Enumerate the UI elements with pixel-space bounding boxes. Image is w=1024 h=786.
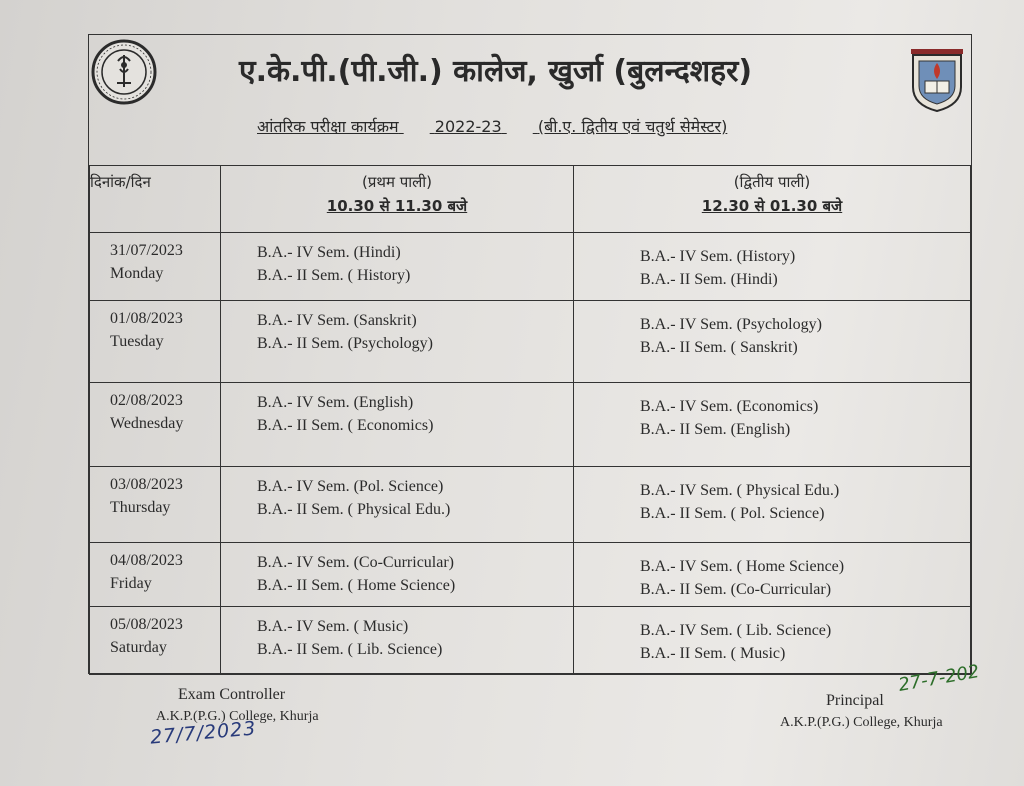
exam-controller-org: A.K.P.(P.G.) College, Khurja <box>156 709 319 724</box>
exam-session: 2022-23 <box>434 117 502 136</box>
subject-entry: B.A.- II Sem. ( Lib. Science) <box>257 641 443 658</box>
subject-entry: B.A.- II Sem. (Hindi) <box>640 271 778 288</box>
shift1-cell <box>221 233 574 301</box>
subject-entry: B.A.- IV Sem. (Pol. Science) <box>257 478 444 495</box>
table-row <box>90 467 971 543</box>
document-frame <box>88 34 972 674</box>
shift2-column-header <box>574 166 971 233</box>
table-row <box>90 301 971 383</box>
table-row <box>90 383 971 467</box>
shift2-cell <box>574 607 971 675</box>
shift2-cell <box>574 543 971 607</box>
exam-subtitle <box>257 115 727 137</box>
shift2-name: (द्वितीय पाली) <box>733 173 811 191</box>
exam-date: 03/08/2023 <box>110 476 183 493</box>
principal-org: A.K.P.(P.G.) College, Khurja <box>780 715 943 730</box>
subject-entry: B.A.- IV Sem. (Co-Curricular) <box>257 554 454 571</box>
college-name: ए.के.पी.(पी.जी.) कालेज, खुर्जा (बुलन्दशहर) <box>239 54 753 89</box>
college-crest-icon <box>909 49 965 113</box>
exam-date: 04/08/2023 <box>110 552 183 569</box>
subject-entry: B.A.- II Sem. ( Music) <box>640 645 786 662</box>
subject-entry: B.A.- IV Sem. (Psychology) <box>640 316 822 333</box>
shift2-cell <box>574 383 971 467</box>
exam-date: 05/08/2023 <box>110 616 183 633</box>
shift1-time: 10.30 से 11.30 बजे <box>326 197 468 215</box>
date-cell <box>90 301 221 383</box>
shift1-cell <box>221 467 574 543</box>
shift1-cell <box>221 383 574 467</box>
date-column-header: दिनांक/दिन <box>90 166 221 233</box>
principal-signature <box>780 690 943 734</box>
document-header <box>89 35 971 175</box>
subject-entry: B.A.- II Sem. (Co-Curricular) <box>640 581 832 598</box>
subject-entry: B.A.- IV Sem. (History) <box>640 248 796 265</box>
shift2-cell <box>574 301 971 383</box>
subject-entry: B.A.- II Sem. ( Home Science) <box>257 577 456 594</box>
handwritten-principal-date: 27-7-202 <box>896 661 981 696</box>
college-seal-icon <box>91 39 157 105</box>
exam-schedule-table <box>89 165 971 675</box>
date-cell <box>90 467 221 543</box>
table-row <box>90 233 971 301</box>
exam-day: Friday <box>110 575 152 592</box>
table-row <box>90 607 971 675</box>
date-cell <box>90 543 221 607</box>
date-cell <box>90 383 221 467</box>
exam-semesters: (बी.ए. द्वितीय एवं चतुर्थ सेमेस्टर) <box>537 117 728 136</box>
shift1-cell <box>221 543 574 607</box>
exam-day: Saturday <box>110 639 167 656</box>
date-cell <box>90 607 221 675</box>
exam-day: Wednesday <box>110 415 184 432</box>
shift1-name: (प्रथम पाली) <box>361 173 433 191</box>
principal-role: Principal <box>826 692 884 709</box>
shift2-time: 12.30 से 01.30 बजे <box>701 197 843 215</box>
shift1-cell <box>221 301 574 383</box>
subject-entry: B.A.- IV Sem. (Sanskrit) <box>257 312 417 329</box>
subject-entry: B.A.- IV Sem. ( Home Science) <box>640 558 845 575</box>
table-header-row <box>90 166 971 233</box>
subject-entry: B.A.- II Sem. ( Physical Edu.) <box>257 501 451 518</box>
exam-date: 01/08/2023 <box>110 310 183 327</box>
subject-entry: B.A.- II Sem. ( Sanskrit) <box>640 339 798 356</box>
date-cell <box>90 233 221 301</box>
handwritten-signature-date: 27/7/2023 <box>149 717 258 749</box>
subject-entry: B.A.- IV Sem. ( Lib. Science) <box>640 622 832 639</box>
subject-entry: B.A.- IV Sem. ( Physical Edu.) <box>640 482 840 499</box>
shift2-cell <box>574 467 971 543</box>
exam-day: Thursday <box>110 499 171 516</box>
exam-title: आंतरिक परीक्षा कार्यक्रम <box>257 117 399 136</box>
subject-entry: B.A.- II Sem. ( Pol. Science) <box>640 505 825 522</box>
table-row <box>90 543 971 607</box>
subject-entry: B.A.- IV Sem. (Economics) <box>640 398 819 415</box>
subject-entry: B.A.- II Sem. (English) <box>640 421 791 438</box>
subject-entry: B.A.- II Sem. ( Economics) <box>257 417 434 434</box>
exam-date: 31/07/2023 <box>110 242 183 259</box>
exam-day: Monday <box>110 265 164 282</box>
shift1-cell <box>221 607 574 675</box>
exam-day: Tuesday <box>110 333 164 350</box>
shift2-cell <box>574 233 971 301</box>
exam-controller-role: Exam Controller <box>178 686 286 703</box>
shift1-column-header <box>221 166 574 233</box>
subject-entry: B.A.- II Sem. (Psychology) <box>257 335 433 352</box>
exam-date: 02/08/2023 <box>110 392 183 409</box>
subject-entry: B.A.- IV Sem. (English) <box>257 394 414 411</box>
subject-entry: B.A.- II Sem. ( History) <box>257 267 411 284</box>
subject-entry: B.A.- IV Sem. ( Music) <box>257 618 409 635</box>
subject-entry: B.A.- IV Sem. (Hindi) <box>257 244 401 261</box>
